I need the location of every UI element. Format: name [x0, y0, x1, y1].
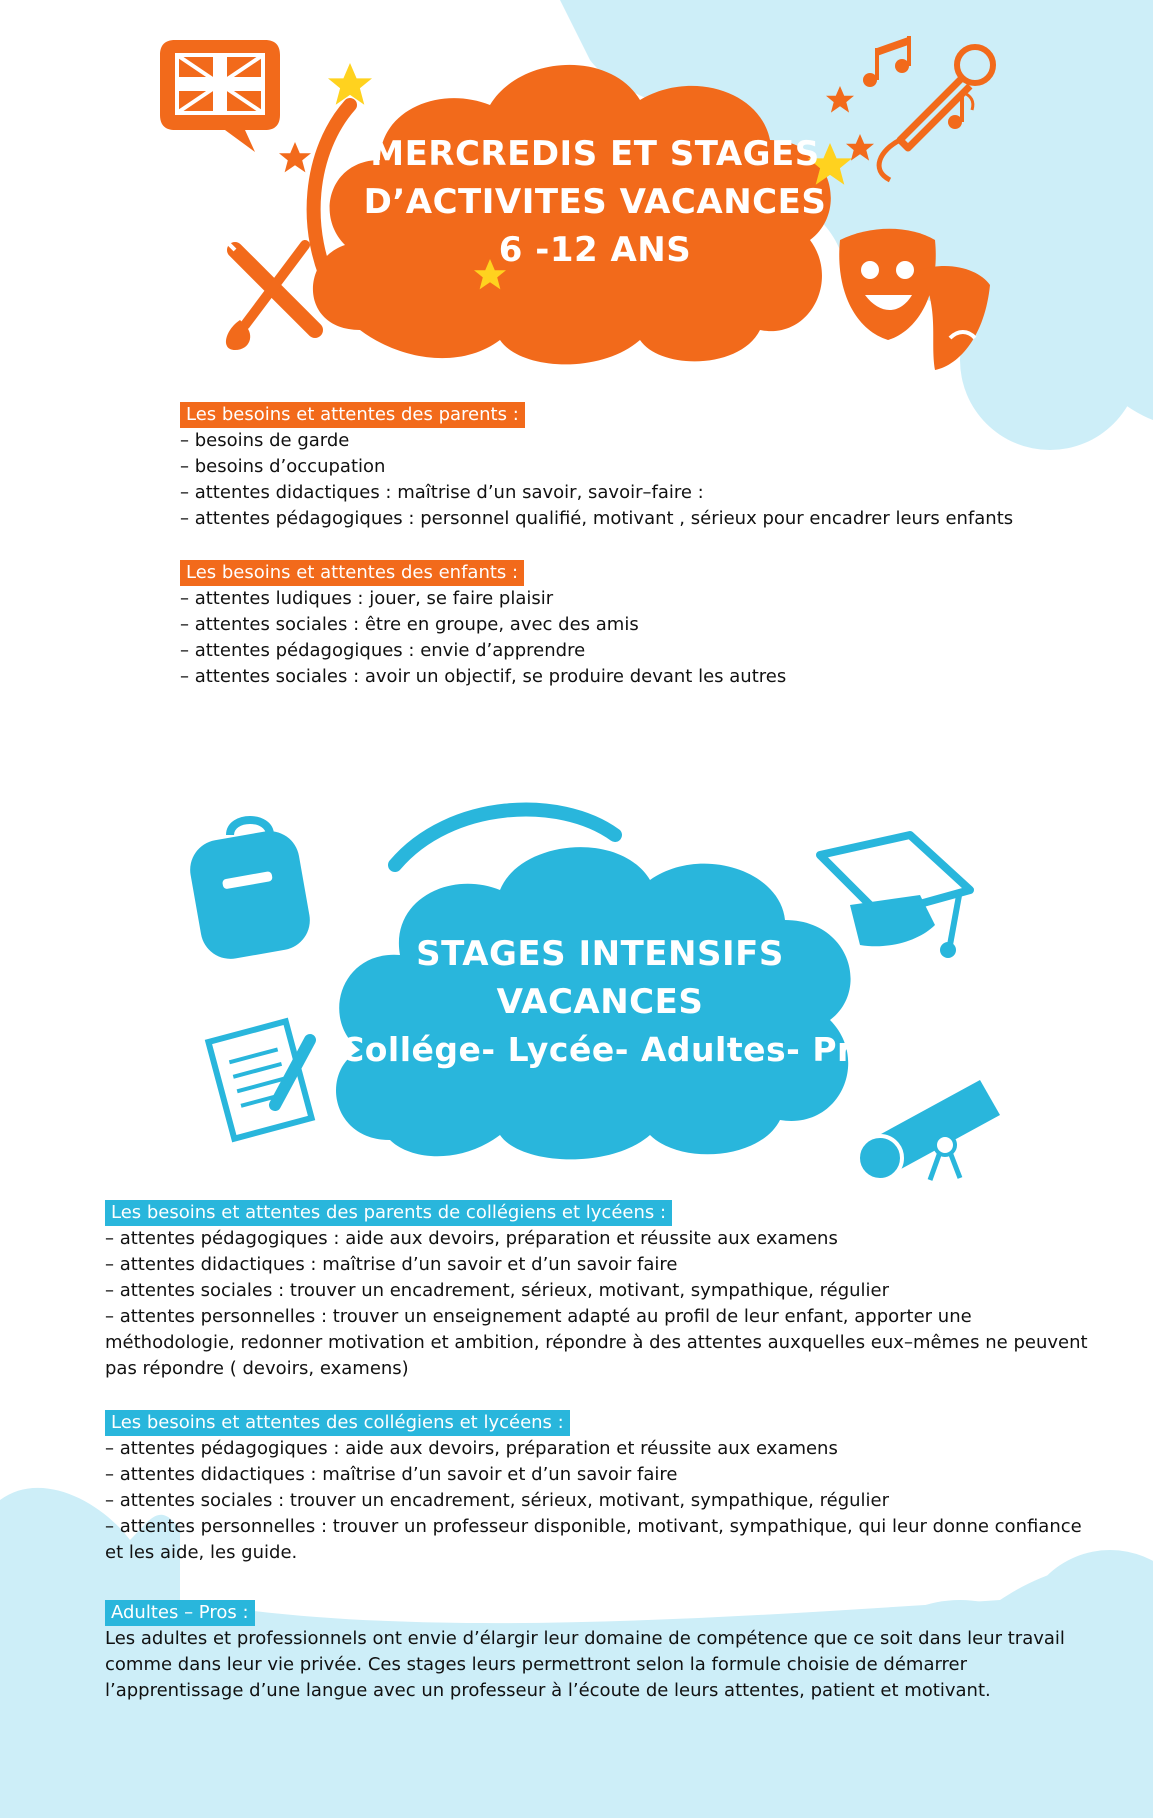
section-heading: Les besoins et attentes des parents : — [180, 402, 525, 428]
title-mercredis-stages — [355, 130, 835, 274]
list-item: – attentes sociales : trouver un encadrement, sérieux, motivant, sympathique, régulier — [105, 1490, 890, 1511]
title-line: 6 -12 ANS — [498, 230, 692, 270]
pencil-brush-icon — [225, 240, 315, 350]
section-children-needs — [180, 560, 1080, 690]
section-heading: Les besoins et attentes des collégiens et lycéens : — [105, 1410, 570, 1436]
list-item: – attentes didactiques : maîtrise d’un savoir, savoir–faire : — [180, 482, 704, 503]
title-line: MERCREDIS ET STAGES — [370, 134, 820, 174]
list-item: – attentes pédagogiques : envie d’apprendre — [180, 640, 586, 661]
list-item: – attentes sociales : être en groupe, avec des amis — [180, 614, 639, 635]
list-item: – attentes pédagogiques : aide aux devoirs, préparation et réussite aux examens — [105, 1438, 838, 1459]
list-item: – attentes pédagogiques : aide aux devoirs, préparation et réussite aux examens — [105, 1228, 838, 1249]
section-heading: Les besoins et attentes des enfants : — [180, 560, 524, 586]
uk-flag-speech-bubble-icon — [160, 40, 280, 152]
title-subline: Collége- Lycée- Adultes- Pros — [340, 1030, 898, 1069]
section-parents-students-needs — [105, 1200, 1105, 1382]
list-item: – besoins de garde — [180, 430, 350, 451]
section-heading: Adultes – Pros : — [105, 1600, 255, 1626]
list-item: – besoins d’occupation — [180, 456, 386, 477]
section-heading: Les besoins et attentes des parents de collégiens et lycéens : — [105, 1200, 672, 1226]
list-item: – attentes sociales : trouver un encadrement, sérieux, motivant, sympathique, régulier — [105, 1280, 890, 1301]
title-stages-intensifs — [340, 930, 898, 1074]
notepad-pencil-icon — [208, 1021, 311, 1138]
title-line: STAGES INTENSIFS — [416, 934, 784, 974]
list-item: – attentes didactiques : maîtrise d’un savoir et d’un savoir faire — [105, 1254, 678, 1275]
backpack-icon — [185, 820, 314, 964]
list-item: – attentes sociales : avoir un objectif, se produire devant les autres — [180, 666, 787, 687]
diploma-scroll-icon — [858, 1080, 1000, 1180]
section-adults-pros — [105, 1600, 1105, 1704]
list-item: – attentes ludiques : jouer, se faire plaisir — [180, 588, 554, 609]
section-students-needs — [105, 1410, 1105, 1566]
list-item: – attentes pédagogiques : personnel qualifié, motivant , sérieux pour encadrer leurs enfants — [180, 508, 1014, 529]
adults-paragraph: Les adultes et professionnels ont envie d’élargir leur domaine de compétence que ce soit dans leur travail comme dans leur vie privée. Ces stages leurs permettront selon la formule choisie de démarrer l’apprentissage d’une langue avec un professeur à l’écoute de leurs attentes, patient et motivant. — [105, 1628, 1065, 1701]
list-item: – attentes didactiques : maîtrise d’un savoir et d’un savoir faire — [105, 1464, 678, 1485]
title-line: VACANCES — [496, 982, 704, 1022]
title-line: D’ACTIVITES VACANCES — [363, 182, 827, 222]
list-item: – attentes personnelles : trouver un professeur disponible, motivant, sympathique, qui leur donne confiance et les aide, les guide. — [105, 1516, 1082, 1563]
list-item: – attentes personnelles : trouver un enseignement adapté au profil de leur enfant, apporter une méthodologie, redonner motivation et ambition, répondre à des attentes auxquelles eux–mêmes ne peuvent pas répondre ( devoirs, examens) — [105, 1306, 1088, 1379]
section-parents-needs — [180, 402, 1080, 532]
